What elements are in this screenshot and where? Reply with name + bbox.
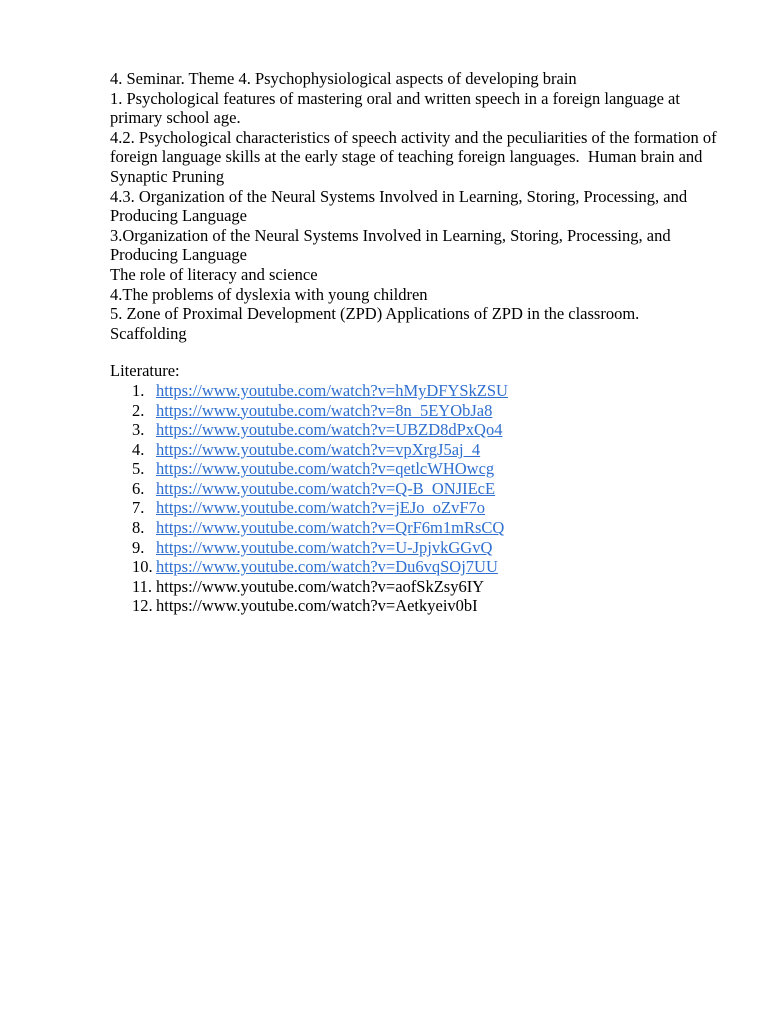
paragraph-spacer — [110, 343, 720, 361]
literature-item — [110, 538, 720, 558]
topic-dyslexia: 4.The problems of dyslexia with young children — [110, 284, 428, 304]
youtube-link[interactable]: https://www.youtube.com/watch?v=UBZD8dPxQo4 — [156, 420, 503, 440]
list-number: 11. — [132, 576, 153, 596]
topic-literacy-science: The role of literacy and science — [110, 264, 318, 284]
list-number: 10. — [132, 557, 153, 577]
literature-item — [110, 401, 720, 421]
youtube-link[interactable]: https://www.youtube.com/watch?v=8n_5EYObJa8 — [156, 400, 493, 420]
list-number: 5. — [132, 459, 145, 479]
literature-item — [110, 420, 720, 440]
topic-4-3: 4.3. Organization of the Neural Systems Involved in Learning, Storing, Processing, and Producing Language — [110, 186, 692, 226]
topic-1: 1. Psychological features of mastering oral and written speech in a foreign language at primary school age. — [110, 88, 685, 128]
document-page — [110, 69, 720, 616]
topic-4-2: 4.2. Psychological characteristics of speech activity and the peculiarities of the formation of foreign language skills at the early stage of teaching foreign languages. Human brain and Synaptic Pruning — [110, 127, 721, 186]
literature-item — [110, 596, 720, 616]
literature-item — [110, 518, 720, 538]
literature-item — [110, 381, 720, 401]
list-number: 9. — [132, 537, 145, 557]
youtube-link[interactable]: https://www.youtube.com/watch?v=QrF6m1mRsCQ — [156, 518, 505, 538]
literature-item — [110, 577, 720, 597]
literature-item — [110, 440, 720, 460]
youtube-url-text: https://www.youtube.com/watch?v=Aetkyeiv0bI — [156, 596, 478, 616]
list-number: 1. — [132, 380, 145, 400]
youtube-link[interactable]: https://www.youtube.com/watch?v=hMyDFYSkZSU — [156, 380, 508, 400]
list-number: 12. — [132, 596, 153, 616]
literature-heading: Literature: — [110, 361, 180, 381]
literature-item — [110, 498, 720, 518]
youtube-link[interactable]: https://www.youtube.com/watch?v=Du6vqSOj7UU — [156, 557, 498, 577]
topic-3: 3.Organization of the Neural Systems Involved in Learning, Storing, Processing, and Producing Language — [110, 225, 675, 265]
list-number: 2. — [132, 400, 145, 420]
list-number: 6. — [132, 478, 145, 498]
seminar-title: 4. Seminar. Theme 4. Psychophysiological aspects of developing brain — [110, 69, 577, 88]
list-number: 7. — [132, 498, 145, 518]
literature-item — [110, 479, 720, 499]
youtube-link[interactable]: https://www.youtube.com/watch?v=U-JpjvkGGvQ — [156, 537, 493, 557]
literature-item — [110, 459, 720, 479]
youtube-link[interactable]: https://www.youtube.com/watch?v=qetlcWHOwcg — [156, 459, 495, 479]
list-number: 3. — [132, 420, 145, 440]
youtube-url-text: https://www.youtube.com/watch?v=aofSkZsy6IY — [156, 576, 485, 596]
topic-zpd: 5. Zone of Proximal Development (ZPD) Applications of ZPD in the classroom. Scaffolding — [110, 304, 644, 343]
list-number: 4. — [132, 439, 145, 459]
list-number: 8. — [132, 518, 145, 538]
literature-item — [110, 557, 720, 577]
youtube-link[interactable]: https://www.youtube.com/watch?v=Q-B_ONJIEcE — [156, 478, 496, 498]
youtube-link[interactable]: https://www.youtube.com/watch?v=vpXrgJ5aj_4 — [156, 439, 481, 459]
literature-list — [110, 381, 720, 616]
youtube-link[interactable]: https://www.youtube.com/watch?v=jEJo_oZvF7o — [156, 498, 486, 518]
